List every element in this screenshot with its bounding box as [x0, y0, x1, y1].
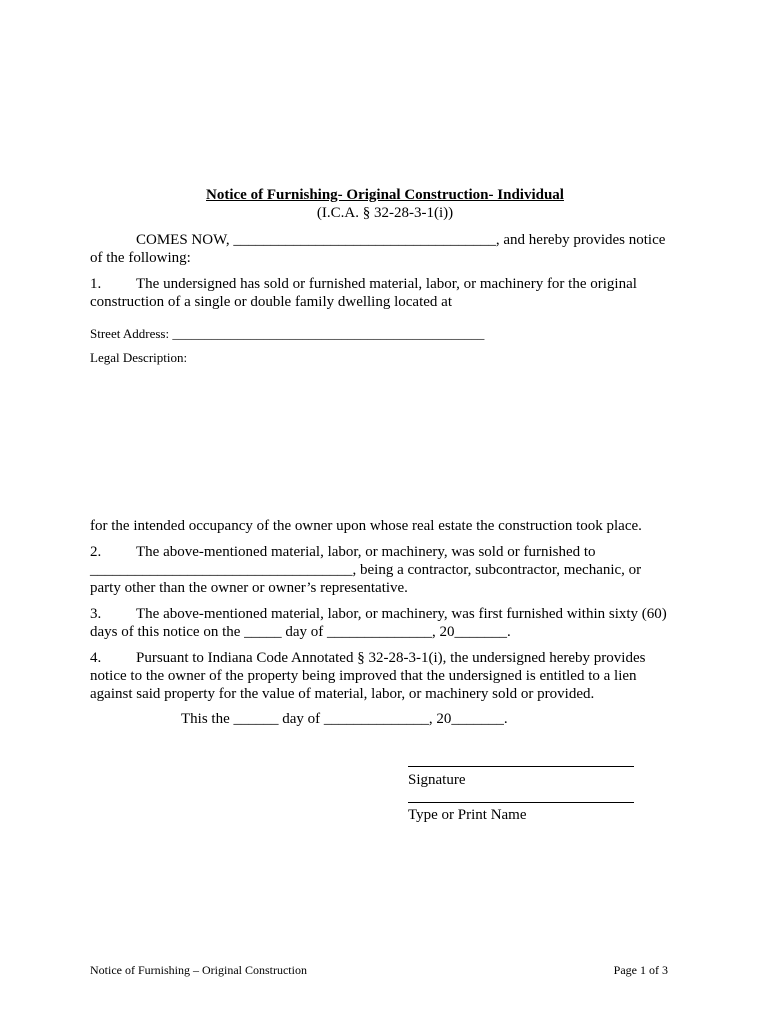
item-3-line-1: The above-mentioned material, labor, or machinery, was first furnished within sixty (60)	[136, 606, 667, 622]
comes-now-paragraph	[90, 231, 680, 267]
street-address-line: Street Address: ________________________________________________	[90, 326, 485, 341]
comes-now-text: COMES NOW, ___________________________________, and hereby provides notice	[136, 232, 666, 248]
item-1	[90, 275, 680, 311]
item-2-line-3: party other than the owner or owner’s representative.	[90, 580, 408, 596]
signature-line	[408, 766, 634, 767]
comes-now-cont: of the following:	[90, 250, 191, 266]
legal-description-label: Legal Description:	[90, 350, 188, 365]
item-3-line-2: days of this notice on the _____ day of ______________, 20_______.	[90, 624, 511, 640]
item-4-line-3: against said property for the value of material, labor, or machinery sold or provided.	[90, 686, 595, 702]
item-3	[90, 605, 680, 641]
print-name-line	[408, 802, 634, 803]
footer-title: Notice of Furnishing – Original Construction	[90, 963, 307, 977]
document-citation: (I.C.A. § 32-28-3-1(i))	[316, 205, 454, 221]
footer-page-number: Page 1 of 3	[613, 963, 668, 977]
item-2	[90, 543, 680, 597]
print-name-label: Type or Print Name	[408, 807, 527, 823]
item-4	[90, 649, 680, 703]
item-2-line-2: ___________________________________, being a contractor, subcontractor, mechanic, or	[90, 562, 642, 578]
item-1-number: 1.	[90, 276, 102, 292]
occupancy-text: for the intended occupancy of the owner upon whose real estate the construction took place.	[90, 518, 642, 534]
item-1-line-1: The undersigned has sold or furnished material, labor, or machinery for the original	[136, 276, 637, 292]
document-title: Notice of Furnishing- Original Construction- Individual	[206, 187, 564, 203]
item-4-line-1: Pursuant to Indiana Code Annotated § 32-28-3-1(i), the undersigned hereby provides	[136, 650, 646, 666]
title-block	[0, 186, 770, 222]
item-2-number: 2.	[90, 544, 102, 560]
item-3-number: 3.	[90, 606, 102, 622]
item-4-number: 4.	[90, 650, 102, 666]
this-the-date-line: This the ______ day of ______________, 20_______.	[181, 711, 508, 727]
item-4-line-2: notice to the owner of the property being improved that the undersigned is entitled to a lien	[90, 668, 637, 684]
item-2-line-1: The above-mentioned material, labor, or machinery, was sold or furnished to	[136, 544, 596, 560]
signature-label: Signature	[408, 772, 466, 788]
item-1-line-2: construction of a single or double family dwelling located at	[90, 294, 452, 310]
